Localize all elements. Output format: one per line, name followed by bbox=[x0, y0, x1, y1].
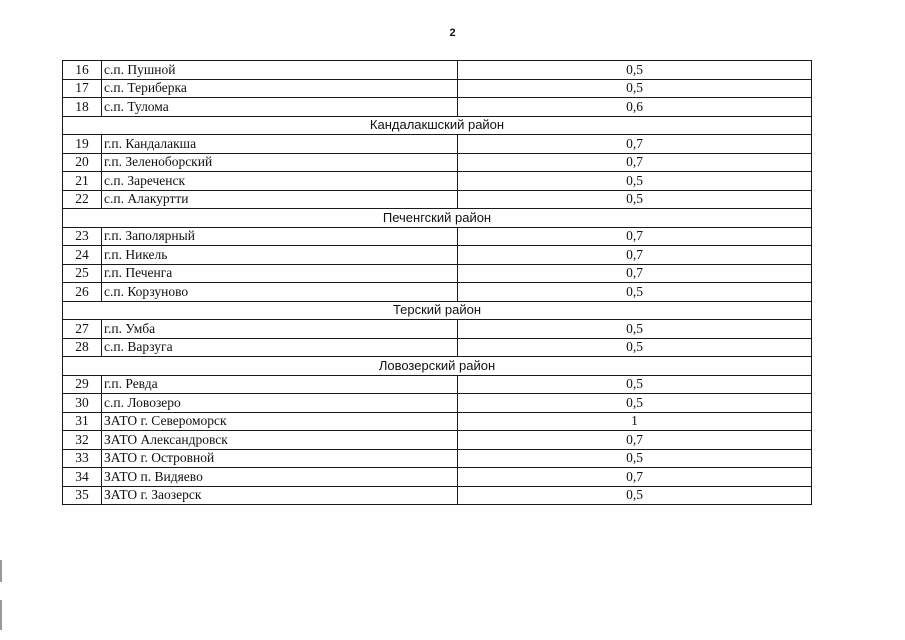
coefficient-value: 0,5 bbox=[458, 320, 812, 339]
page-number: 2 bbox=[449, 27, 456, 39]
section-row bbox=[63, 209, 812, 228]
municipality-name: с.п. Пушной bbox=[102, 61, 458, 80]
municipality-name: г.п. Никель bbox=[102, 246, 458, 265]
coefficient-value: 0,5 bbox=[458, 486, 812, 505]
table-row bbox=[63, 190, 812, 209]
municipality-name: с.п. Тулома bbox=[102, 98, 458, 117]
table-row bbox=[63, 135, 812, 154]
coefficient-value: 0,5 bbox=[458, 338, 812, 357]
coefficient-value: 0,5 bbox=[458, 190, 812, 209]
municipality-name: г.п. Ревда bbox=[102, 375, 458, 394]
table-row bbox=[63, 264, 812, 283]
coefficient-value: 0,7 bbox=[458, 153, 812, 172]
section-title: Печенгский район bbox=[63, 209, 812, 228]
row-number: 31 bbox=[63, 412, 102, 431]
section-row bbox=[63, 116, 812, 135]
row-number: 26 bbox=[63, 283, 102, 302]
row-number: 22 bbox=[63, 190, 102, 209]
municipality-name: г.п. Заполярный bbox=[102, 227, 458, 246]
municipality-name: с.п. Ловозеро bbox=[102, 394, 458, 413]
municipality-name: с.п. Варзуга bbox=[102, 338, 458, 357]
municipality-name: с.п. Корзуново bbox=[102, 283, 458, 302]
municipality-name: г.п. Зеленоборский bbox=[102, 153, 458, 172]
table-row bbox=[63, 468, 812, 487]
coefficient-value: 0,7 bbox=[458, 227, 812, 246]
row-number: 24 bbox=[63, 246, 102, 265]
table-row bbox=[63, 431, 812, 450]
row-number: 23 bbox=[63, 227, 102, 246]
scan-edge-mark bbox=[0, 600, 2, 630]
municipality-name: с.п. Зареченск bbox=[102, 172, 458, 191]
municipality-name: ЗАТО Александровск bbox=[102, 431, 458, 450]
row-number: 16 bbox=[63, 61, 102, 80]
municipality-name: г.п. Умба bbox=[102, 320, 458, 339]
municipality-name: с.п. Териберка bbox=[102, 79, 458, 98]
coefficient-value: 0,5 bbox=[458, 394, 812, 413]
section-title: Ловозерский район bbox=[63, 357, 812, 376]
table-row bbox=[63, 98, 812, 117]
row-number: 30 bbox=[63, 394, 102, 413]
row-number: 17 bbox=[63, 79, 102, 98]
row-number: 27 bbox=[63, 320, 102, 339]
table-row bbox=[63, 172, 812, 191]
row-number: 25 bbox=[63, 264, 102, 283]
coefficient-value: 0,7 bbox=[458, 468, 812, 487]
municipality-name: ЗАТО п. Видяево bbox=[102, 468, 458, 487]
table-row bbox=[63, 412, 812, 431]
row-number: 28 bbox=[63, 338, 102, 357]
coefficient-value: 0,5 bbox=[458, 449, 812, 468]
coefficient-value: 0,7 bbox=[458, 264, 812, 283]
coefficient-table bbox=[62, 60, 812, 505]
coefficient-value: 0,5 bbox=[458, 79, 812, 98]
row-number: 33 bbox=[63, 449, 102, 468]
municipality-name: с.п. Алакуртти bbox=[102, 190, 458, 209]
table-row bbox=[63, 246, 812, 265]
coefficient-value: 0,7 bbox=[458, 246, 812, 265]
section-title: Кандалакшский район bbox=[63, 116, 812, 135]
coefficient-value: 0,6 bbox=[458, 98, 812, 117]
table-row bbox=[63, 227, 812, 246]
municipality-name: ЗАТО г. Североморск bbox=[102, 412, 458, 431]
section-title: Терский район bbox=[63, 301, 812, 320]
municipality-name: г.п. Кандалакша bbox=[102, 135, 458, 154]
section-row bbox=[63, 357, 812, 376]
table-row bbox=[63, 486, 812, 505]
table-row bbox=[63, 283, 812, 302]
section-row bbox=[63, 301, 812, 320]
municipality-name: ЗАТО г. Островной bbox=[102, 449, 458, 468]
table-row bbox=[63, 449, 812, 468]
row-number: 20 bbox=[63, 153, 102, 172]
municipality-name: ЗАТО г. Заозерск bbox=[102, 486, 458, 505]
coefficient-value: 0,7 bbox=[458, 135, 812, 154]
row-number: 21 bbox=[63, 172, 102, 191]
row-number: 32 bbox=[63, 431, 102, 450]
table-row bbox=[63, 375, 812, 394]
coefficient-value: 0,5 bbox=[458, 61, 812, 80]
table-body bbox=[63, 61, 812, 505]
coefficient-value: 0,5 bbox=[458, 375, 812, 394]
coefficient-value: 0,5 bbox=[458, 283, 812, 302]
row-number: 34 bbox=[63, 468, 102, 487]
municipality-name: г.п. Печенга bbox=[102, 264, 458, 283]
row-number: 18 bbox=[63, 98, 102, 117]
table-row bbox=[63, 320, 812, 339]
table-row bbox=[63, 394, 812, 413]
table-row bbox=[63, 61, 812, 80]
row-number: 29 bbox=[63, 375, 102, 394]
table-row bbox=[63, 338, 812, 357]
table-row bbox=[63, 79, 812, 98]
row-number: 19 bbox=[63, 135, 102, 154]
table-row bbox=[63, 153, 812, 172]
scan-edge-mark bbox=[0, 560, 2, 582]
coefficient-value: 0,5 bbox=[458, 172, 812, 191]
coefficient-value: 1 bbox=[458, 412, 812, 431]
row-number: 35 bbox=[63, 486, 102, 505]
coefficient-value: 0,7 bbox=[458, 431, 812, 450]
